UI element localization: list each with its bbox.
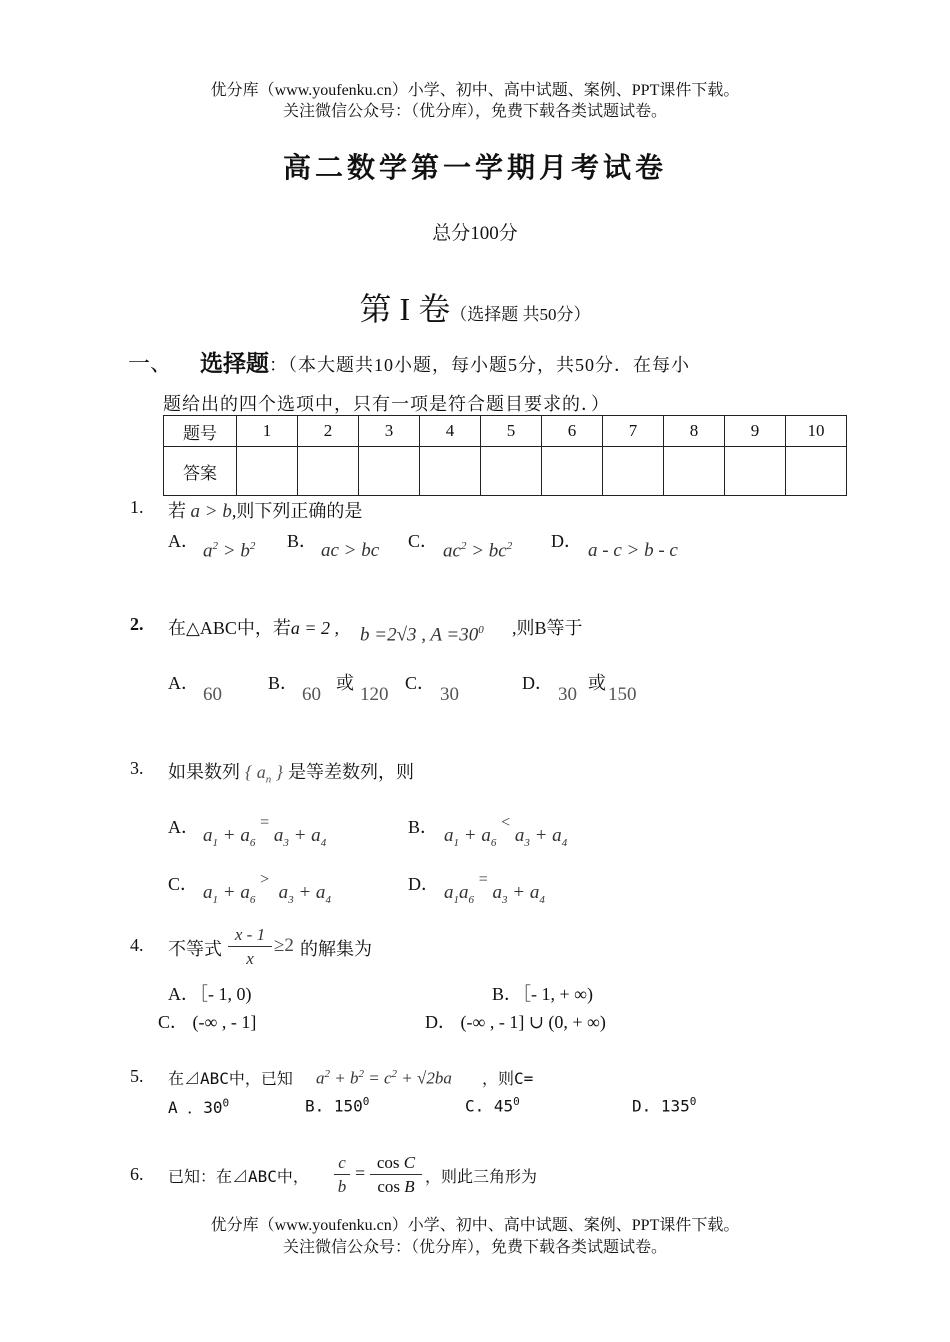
- q1-option-a-label: A．: [168, 531, 199, 551]
- q2-option-b-value2: 120: [360, 684, 389, 705]
- table-answer-label: 答案: [164, 447, 237, 496]
- q3-pre: 如果数列: [168, 762, 240, 782]
- q3-c-relation: >: [260, 871, 270, 888]
- q2-post: ,则B等于: [512, 618, 583, 638]
- table-number-cell: 6: [542, 416, 603, 447]
- answer-cell[interactable]: [725, 447, 786, 496]
- q5-option-b: B. $150^0$: [305, 1095, 370, 1116]
- q2-option-a-label: A．: [168, 673, 199, 693]
- q2-option-d-value1: 30: [558, 684, 577, 705]
- table-number-cell: 4: [420, 416, 481, 447]
- q6-number: 6.: [130, 1164, 144, 1184]
- q2-option-b-value1: 60: [302, 684, 321, 705]
- q4-option-b: B．［- 1, + ∞): [492, 984, 593, 1004]
- q3-option-b-math: $a_1 + a_6$ < $a_3 + a_4$: [444, 814, 568, 849]
- q2-number: 2.: [130, 614, 144, 634]
- q2-option-d-value2: 150: [608, 684, 637, 705]
- answer-cell[interactable]: [237, 447, 298, 496]
- q5-pre: 在⊿ABC中，已知: [168, 1069, 293, 1088]
- q3-number: 3.: [130, 758, 144, 778]
- q1-option-b-label: B．: [287, 531, 318, 551]
- q1-option-d-math: a - c > b - c: [588, 540, 678, 561]
- q4-pre: 不等式: [168, 939, 222, 959]
- q1-option-d-label: D．: [551, 531, 582, 551]
- q1-option-b-math: ac > bc: [321, 540, 380, 561]
- volume-heading: [0, 284, 950, 330]
- answer-cell[interactable]: [481, 447, 542, 496]
- q3-a-relation: =: [260, 814, 270, 831]
- q5-option-c-text: C. 45: [465, 1096, 514, 1116]
- q3-option-a-label: A．: [168, 817, 199, 837]
- q3-option-d-label: D．: [408, 874, 439, 894]
- q2-formula: b =2√3 , $A =30^0$: [360, 624, 484, 646]
- page-header-line2: 关注微信公众号：（优分库），免费下载各类试题试卷。: [282, 103, 667, 120]
- answer-cell[interactable]: [359, 447, 420, 496]
- section-number: 一、: [128, 351, 173, 376]
- answer-cell[interactable]: [420, 447, 481, 496]
- q1-math: a > b: [190, 501, 232, 522]
- table-header-label: 题号: [164, 416, 237, 447]
- q4-relation: ≥2: [274, 935, 294, 956]
- q4-fraction: x - 1 x: [228, 924, 272, 971]
- q5-option-c: C. $45^0$: [465, 1095, 520, 1116]
- section-intro-2: 题给出的四个选项中，只有一项是符合题目要求的．）: [163, 394, 610, 414]
- q4-option-c: C． (-∞ , - 1]: [158, 1012, 257, 1032]
- q2-option-b-or: 或: [336, 673, 354, 693]
- volume-note: （选择题 共50分）: [450, 305, 591, 324]
- q2-option-a-value: 60: [203, 684, 222, 705]
- q4-option-a: A．［- 1, 0): [168, 984, 252, 1004]
- table-number-cell: 1: [237, 416, 298, 447]
- page-header-line1: 优分库（www.youfenku.cn）小学、初中、高中试题、案例、PPT课件下载。: [210, 82, 740, 99]
- q5-option-d-text: D. 135: [632, 1096, 690, 1116]
- q6-fraction-left: c b: [334, 1152, 350, 1199]
- q2-option-c-value: 30: [440, 684, 459, 705]
- q2-stem: [168, 614, 339, 640]
- table-number-cell: 2: [298, 416, 359, 447]
- table-number-cell: 8: [664, 416, 725, 447]
- answer-cell[interactable]: [786, 447, 847, 496]
- q1-number: 1.: [130, 497, 144, 517]
- q1-option-a-math: $a^2 > b^2$: [203, 540, 256, 562]
- answer-cell[interactable]: [664, 447, 725, 496]
- q6-equals: =: [355, 1163, 366, 1183]
- total-score: 总分100分: [432, 223, 518, 244]
- q6-post: ，则此三角形为: [425, 1167, 538, 1186]
- q1-option-c-math: $ac^2 > bc^2$: [443, 540, 513, 562]
- page-footer-line2: 关注微信公众号：（优分库），免费下载各类试题试卷。: [282, 1239, 667, 1256]
- answer-table: [163, 415, 847, 496]
- volume-main: 第 I 卷: [359, 291, 451, 327]
- exam-title: 高二数学第一学期月考试卷: [282, 153, 667, 184]
- q4-option-d: D． (-∞ , - 1] ∪ (0, + ∞): [425, 1012, 606, 1032]
- q5-option-b-text: B. 150: [305, 1096, 363, 1116]
- q5-post: ，则C=: [482, 1069, 534, 1088]
- q3-option-d-math: $a_1a_6$ = $a_3 + a_4$: [444, 871, 545, 906]
- page-footer-line1: 优分库（www.youfenku.cn）小学、初中、高中试题、案例、PPT课件下载。: [210, 1217, 740, 1234]
- q4-post: 的解集为: [300, 939, 372, 959]
- q3-b-relation: <: [501, 814, 511, 831]
- section-heading: [128, 345, 690, 378]
- q2-option-d-or: 或: [588, 673, 606, 693]
- q2-option-d-label: D．: [522, 673, 553, 693]
- q3-sequence-math: { $a_n$ }: [245, 762, 283, 786]
- table-number-cell: 3: [359, 416, 420, 447]
- q5-option-a: A ．$30^0$: [168, 1096, 230, 1117]
- q2-pre: 在△ABC中，若: [168, 618, 291, 638]
- table-number-cell: 10: [786, 416, 847, 447]
- q2-option-b-label: B．: [268, 673, 299, 693]
- answer-cell[interactable]: [542, 447, 603, 496]
- q2-option-c-label: C．: [405, 673, 436, 693]
- q6-pre: 已知：在⊿ABC中，: [168, 1167, 309, 1186]
- section-name: 选择题: [200, 351, 270, 377]
- answer-cell[interactable]: [603, 447, 664, 496]
- q1-pre: 若: [168, 501, 186, 521]
- q4-number: 4.: [130, 935, 144, 955]
- q3-d-relation: =: [478, 871, 488, 888]
- q6-fraction-right: cos C cos B: [370, 1152, 422, 1199]
- q3-post: 是等差数列，则: [288, 762, 414, 782]
- table-number-cell: 5: [481, 416, 542, 447]
- q5-option-d: D. $135^0$: [632, 1095, 697, 1116]
- q3-option-c-math: $a_1 + a_6$ > $a_3 + a_4$: [203, 871, 331, 906]
- q1-post: ,则下列正确的是: [231, 501, 363, 521]
- q3-option-c-label: C．: [168, 874, 199, 894]
- q2-cond: a = 2 ,: [290, 618, 340, 638]
- table-number-cell: 7: [603, 416, 664, 447]
- q1-option-c-label: C．: [408, 531, 439, 551]
- q5-number: 5.: [130, 1066, 144, 1086]
- q1-stem: [168, 497, 362, 523]
- table-number-cell: 9: [725, 416, 786, 447]
- q5-option-a-text: A ．30: [168, 1098, 223, 1117]
- q5-formula: $a^2 + b^2 = c^2 + √2ba$: [316, 1068, 452, 1088]
- q3-option-b-label: B．: [408, 817, 439, 837]
- section-intro-1: ：（本大题共10小题，每小题5分，共50分．在每小: [269, 355, 691, 375]
- answer-cell[interactable]: [298, 447, 359, 496]
- q3-option-a-math: $a_1 + a_6$ = $a_3 + a_4$: [203, 814, 327, 849]
